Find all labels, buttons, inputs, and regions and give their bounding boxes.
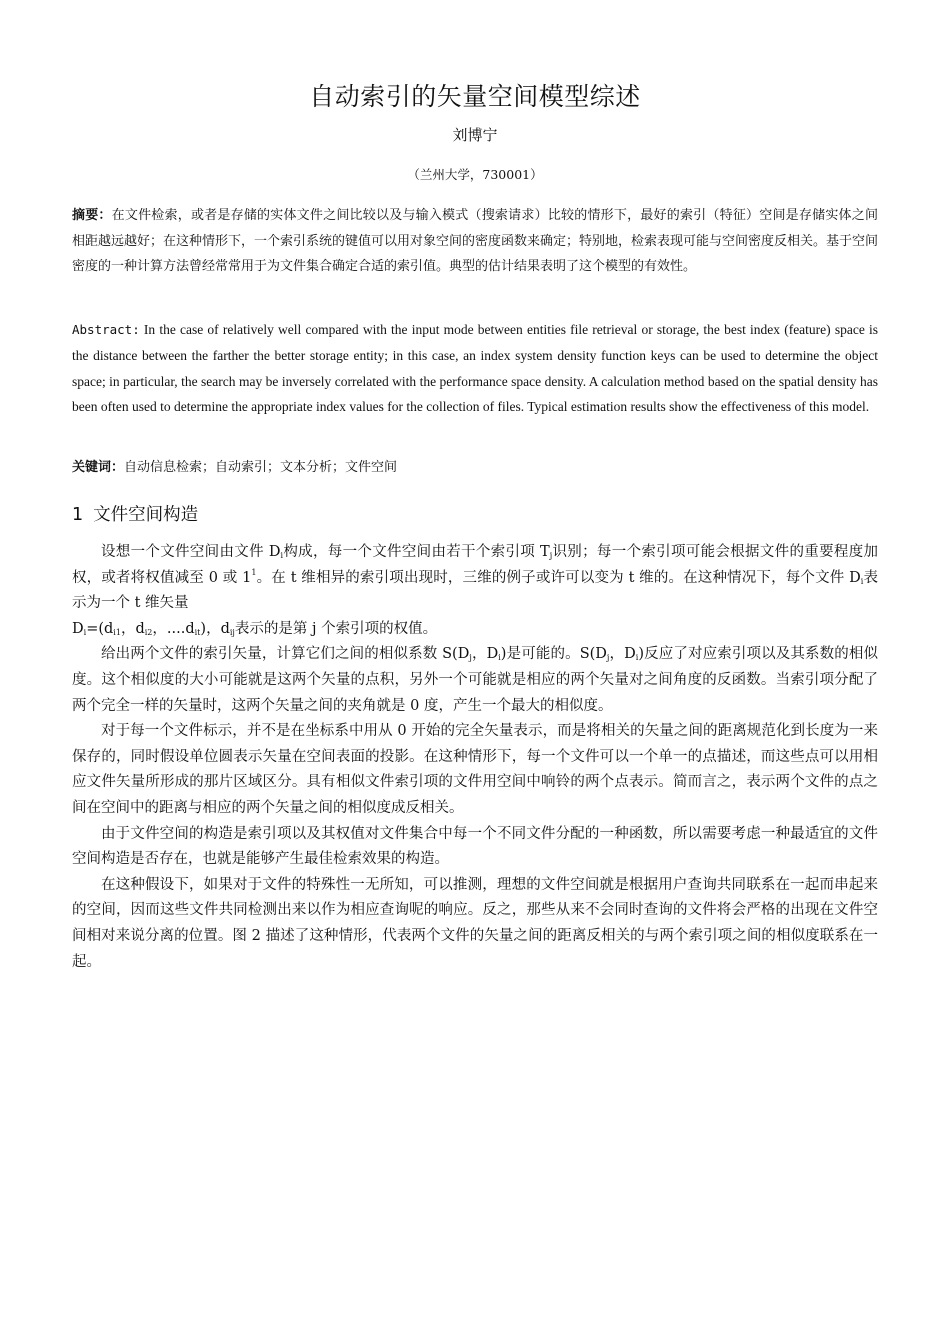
text-run: )反应了对应索引项以及其系数的相似度。这个相似度的大小可能就是这两个矢量的点积，另外一个可能就是相应的两个矢量对之间角度的反函数。当索引项分配了两个完全一样的矢量时，这两个矢量之间的夹角就是 0 度，产生一个最大的相似度。 [72,646,879,714]
vector-equation [72,617,878,643]
text-run: 表示为一个 t 维矢量 [72,569,879,612]
text-run: 构成，每一个文件空间由若干个索引项 T [283,544,550,560]
paragraph [72,540,878,617]
keywords-label: 关键词： [72,460,125,475]
subscript: j [606,653,610,663]
subscript: i [280,551,284,560]
citation-superscript: 1 [251,567,257,577]
paragraph: 在这种假设下，如果对于文件的特殊性一无所知，可以推测，理想的文件空间就是根据用户查询共同联系在一起而串起来的空间，因而这些文件共同检测出来以作为相应查询呢的响应。反之，那些从来不会同时查询的文件将会严格的出现在文件空间相对来说分离的位置。图 2 描述了这种情形，代表两个文件的矢量之间的距离反相关的与两个索引项之间的相似度联系在一起。 [72,876,878,970]
section-body [72,540,878,975]
subscript: i [635,653,639,663]
text-run: D [72,620,84,637]
subscript: ij [229,627,235,637]
section-number: 1 [72,505,84,525]
text-run: 。在 t 维相异的索引项出现时，三维的例子或许可以变为 t 维的。在这种情况下，每个文件 D [256,569,861,586]
subscript: i [83,627,87,637]
abstract-chinese [72,203,878,280]
text-run: ，....d [152,620,195,637]
text-run: =(d [86,620,114,637]
text-run: ，D [471,646,499,663]
subscript: j [469,653,472,663]
paragraph: 对于每一个文件标示，并不是在坐标系中用从 0 开始的完全矢量表示，而是将相关的矢量之间的距离规范化到长度为一来保存的，同时假设单位圆表示矢量在空间表面的投影。在这种情形下，每一个文件可以一个单一的点描述，而这些点可以用相应文件矢量所形成的那片区域区分。具有相似文件索引项的文件用空间中响铃的两个点表示。简而言之，表示两个文件的点之间在空间中的距离与相应的两个矢量之间的相似度成反相关。 [72,723,878,816]
subscript: it [194,627,201,637]
subscript: i [860,576,864,586]
keywords [72,457,878,479]
subscript: i1 [113,627,121,637]
author-name: 刘博宁 [452,126,498,144]
paper-title: 自动索引的矢量空间模型综述 [309,82,641,111]
abstract-chinese-text: 在文件检索，或者是存储的实体文件之间比较以及与输入模式（搜索请求）比较的情形下，最好的索引（特征）空间是存储实体之间相距越远越好；在这种情形下，一个索引系统的键值可以用对象空间的密度函数来确定；特别地，检索表现可能与空间密度反相关。基于空间密度的一种计算方法曾经常常用于为文件集合确定合适的索引值。典型的估计结果表明了这个模型的有效性。 [72,208,879,274]
abstract-english-label: Abstract: [72,322,140,337]
keywords-text: 自动信息检索；自动索引；文本分析；文件空间 [124,460,398,475]
text-run: 识别；每一个索引项可能会根据文件的重要程度加权，或者将权值减至 0 或 1 [72,544,879,586]
text-run: 给出两个文件的索引矢量，计算它们之间的相似系数 S(D [101,646,470,663]
paragraph: 由于文件空间的构造是索引项以及其权值对文件集合中每一个不同文件分配的一种函数，所以需要考虑一种最适宜的文件空间构造是否存在，也就是能够产生最佳检索效果的构造。 [72,825,878,868]
text-run: )是可能的。S(D [500,646,607,663]
section-heading [72,502,878,528]
text-run: ，d [120,620,145,637]
section-title: 文件空间构造 [93,505,199,525]
paragraph [72,642,878,719]
abstract-english-text: In the case of relatively well compared with the input mode between entities file retrieval or storage, the best index (feature) space is the distance between the farther the better storage entity; in this case, an index system density function keys can be used to determine the object space; in particular, the search may be inversely correlated with the performance space density. A calculation method based on the spatial density has been often used to determine the appropriate index values for the collection of files. Typical estimation results show the effectiveness of this model. [72,322,879,415]
subscript: j [549,551,553,560]
text-run: )，d [200,620,230,637]
abstract-chinese-label: 摘要： [72,208,112,223]
text-run: ，D [609,646,636,663]
subscript: i [498,653,501,663]
affiliation: （兰州大学，730001） [407,167,543,182]
abstract-english [72,317,878,420]
text-run: 设想一个文件空间由文件 D [101,544,281,560]
subscript: i2 [144,627,153,637]
text-run: 表示的是第 j 个索引项的权值。 [234,620,438,637]
